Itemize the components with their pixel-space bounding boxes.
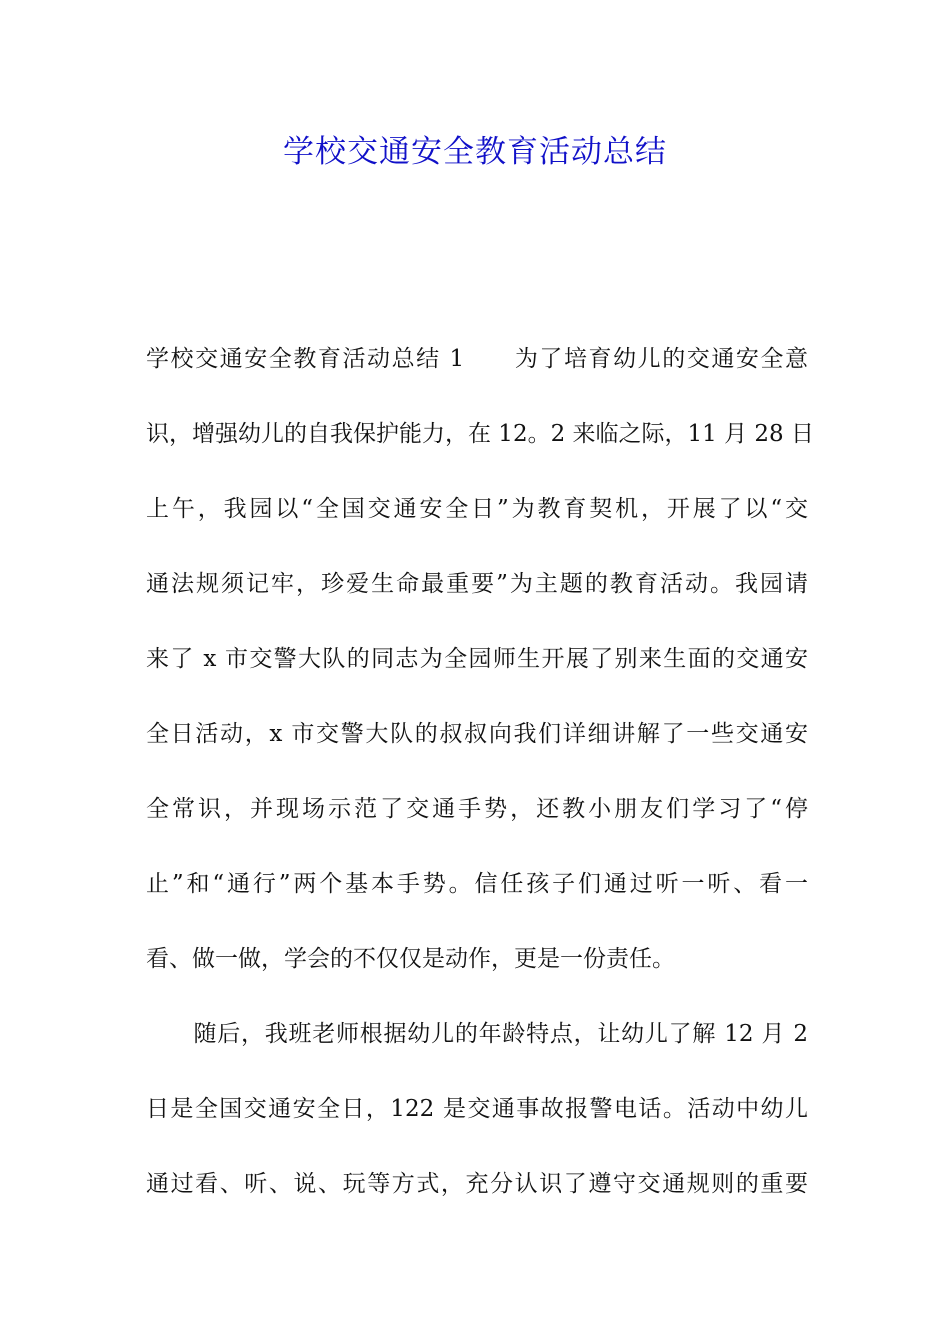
body-line: 通法规须记牢，珍爱生命最重要”为主题的教育活动。我园请 (146, 571, 808, 597)
body-line: 上午，我园以“全国交通安全日”为教育契机，开展了以“交 (146, 496, 808, 522)
body-line: 识，增强幼儿的自我保护能力，在 12。2 来临之际，11 月 28 日 (146, 421, 814, 447)
body-line: 全常识，并现场示范了交通手势，还教小朋友们学习了“停 (146, 796, 808, 822)
body-line: 通过看、听、说、玩等方式，充分认识了遵守交通规则的重要 (146, 1171, 808, 1197)
body-line: 来了 x 市交警大队的同志为全园师生开展了别来生面的交通安 (146, 646, 808, 672)
body-line: 看、做一做，学会的不仅仅是动作，更是一份责任。 (146, 946, 675, 972)
document-title: 学校交通安全教育活动总结 (283, 134, 667, 170)
body-line: 学校交通安全教育活动总结 1 为了培育幼儿的交通安全意 (146, 346, 808, 372)
body-line: 止”和“通行”两个基本手势。信任孩子们通过听一听、看一 (146, 871, 808, 897)
body-line: 随后，我班老师根据幼儿的年龄特点，让幼儿了解 12 月 2 (146, 1021, 808, 1047)
body-line: 日是全国交通安全日，122 是交通事故报警电话。活动中幼儿 (146, 1096, 808, 1122)
body-line: 全日活动，x 市交警大队的叔叔向我们详细讲解了一些交通安 (146, 721, 808, 747)
